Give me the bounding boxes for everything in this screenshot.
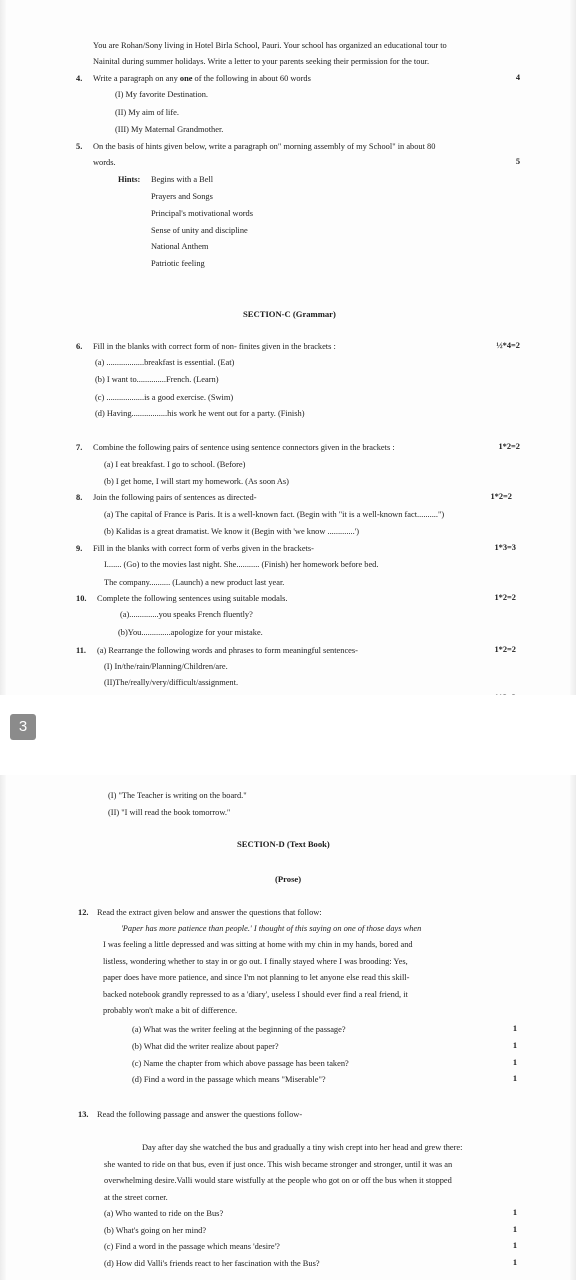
q8-item: (a) The capital of France is Paris. It is a well-known fact. (Begin with "it is a well-known fact..........") — [104, 510, 445, 519]
q12-marks: 1 — [512, 1074, 517, 1083]
q12-passage-line: paper does have more patience, and since I'm not planning to let anyone else read this skill- — [103, 973, 410, 982]
prose-heading: (Prose) — [275, 874, 302, 884]
q13-question: (c) Find a word in the passage which means 'desire'? — [104, 1242, 280, 1251]
q12-passage-line: I was feeling a little depressed and was sitting at home with my chin in my hands, bored and — [103, 940, 413, 949]
q4-marks: 4 — [515, 73, 520, 82]
q10-item: (b)You..............apologize for your mistake. — [118, 628, 263, 637]
hints-label: Hints: — [118, 175, 141, 184]
q7-number: 7. — [76, 443, 83, 452]
q13-question: (a) Who wanted to ride on the Bus? — [104, 1209, 224, 1218]
q6-marks: ½*4=2 — [496, 341, 520, 350]
q4-text-a: Write a paragraph on any — [93, 74, 180, 83]
q8-number: 8. — [76, 493, 83, 502]
page-number-badge: 3 — [10, 714, 36, 740]
q5-marks: 5 — [515, 157, 520, 166]
q4-text — [93, 73, 311, 84]
q13-marks: 1 — [512, 1225, 517, 1234]
q10-text: Complete the following sentences using suitable modals. — [97, 594, 288, 603]
q10-number: 10. — [76, 594, 87, 603]
q12-marks: 1 — [512, 1024, 517, 1033]
q12-number: 12. — [78, 908, 89, 917]
page-edge-right — [570, 0, 576, 695]
q9-text: Fill in the blanks with correct form of verbs given in the brackets- — [93, 544, 314, 553]
q6-text: Fill in the blanks with correct form of non- finites given in the brackets : — [93, 342, 336, 351]
q12-text: Read the extract given below and answer the questions that follow: — [97, 908, 322, 917]
q5-line-2: words. — [93, 158, 116, 167]
q13-passage-line: she wanted to ride on that bus, even if just once. This wish became stronger and stronger, until it was an — [104, 1160, 453, 1169]
hint-item: Principal's motivational words — [151, 209, 253, 218]
intro-line-2: Nainital during summer holidays. Write a letter to your parents seeking their permission for the tour. — [93, 57, 430, 66]
page-edge-left — [0, 0, 6, 695]
q12-passage-line: probably won't make a bit of difference. — [103, 1006, 238, 1015]
q11-text: (a) Rearrange the following words and phrases to form meaningful sentences- — [97, 646, 358, 655]
q13-passage-line: Day after day she watched the bus and gradually a tiny wish crept into her head and grew there: — [142, 1143, 463, 1152]
q11-item: (II)The/really/very/difficult/assignment. — [104, 678, 239, 687]
q11-number: 11. — [76, 646, 87, 655]
q12-question: (b) What did the writer realize about paper? — [132, 1042, 279, 1051]
q7-marks: 1*2=2 — [498, 442, 520, 451]
q6-item: (c) ..................is a good exercise. (Swim) — [95, 393, 234, 402]
hint-item: Sense of unity and discipline — [151, 226, 248, 235]
q13-passage-line: overwhelming desire.Valli would stare wistfully at the people who got on or off the bus when it stopped — [104, 1176, 452, 1185]
q13-marks: 1 — [512, 1258, 517, 1267]
q13-passage-line: at the street corner. — [104, 1193, 168, 1202]
q13-question: (d) How did Valli's friends react to her fascination with the Bus? — [104, 1259, 320, 1268]
hint-item: Patriotic feeling — [151, 259, 205, 268]
q6-item: (a) ..................breakfast is essential. (Eat) — [95, 358, 235, 367]
q4-option: (II) My aim of life. — [115, 108, 179, 117]
q9-item: I....... (Go) to the movies last night. She........... (Finish) her homework before bed. — [104, 560, 379, 569]
passive-item: (I) "The Teacher is writing on the board." — [108, 791, 247, 800]
q6-number: 6. — [76, 342, 83, 351]
section-c-heading: SECTION-C (Grammar) — [243, 309, 336, 319]
q12-passage-line: backed notebook grandly repressed to as a 'diary', useless I should ever find a real friend, it — [103, 990, 408, 999]
q4-text-b: one — [179, 74, 193, 83]
q4-option: (I) My favorite Destination. — [115, 90, 209, 99]
intro-line-1: You are Rohan/Sony living in Hotel Birla School, Pauri. Your school has organized an educational tour to — [93, 41, 447, 50]
hint-item: Begins with a Bell — [151, 175, 214, 184]
q10-item: (a)..............you speaks French fluently? — [120, 610, 253, 619]
q10-marks: 1*2=2 — [494, 593, 516, 602]
q13-text: Read the following passage and answer the questions follow- — [97, 1110, 303, 1119]
q12-marks: 1 — [512, 1058, 517, 1067]
q12-question: (d) Find a word in the passage which means "Miserable"? — [132, 1075, 326, 1084]
page-gap — [0, 695, 576, 775]
q9-item: The company.......... (Launch) a new product last year. — [104, 578, 285, 587]
q8-text: Join the following pairs of sentences as directed- — [93, 493, 257, 502]
q7-item: (a) I eat breakfast. I go to school. (Before) — [104, 460, 246, 469]
q12-question: (c) Name the chapter from which above passage has been taken? — [132, 1059, 349, 1068]
hint-item: National Anthem — [151, 242, 209, 251]
q7-text: Combine the following pairs of sentence using sentence connectors given in the brackets : — [93, 443, 395, 452]
section-d-heading: SECTION-D (Text Book) — [237, 839, 330, 849]
q12-marks: 1 — [512, 1041, 517, 1050]
q6-item: (b) I want to..............French. (Learn) — [95, 375, 219, 384]
q13-number: 13. — [78, 1110, 89, 1119]
q9-marks: 1*3=3 — [494, 543, 516, 552]
page-edge-left — [0, 775, 6, 1280]
q12-question: (a) What was the writer feeling at the beginning of the passage? — [132, 1025, 346, 1034]
q6-item: (d) Having.................his work he went out for a party. (Finish) — [95, 409, 305, 418]
q4-option: (III) My Maternal Grandmother. — [115, 125, 224, 134]
q9-number: 9. — [76, 544, 83, 553]
q12-passage-line: listless, wondering whether to stay in or go out. I finally stayed where I was brooding: Yes, — [103, 957, 408, 966]
q13-question: (b) What's going on her mind? — [104, 1226, 207, 1235]
passive-item: (II) "I will read the book tomorrow." — [108, 808, 231, 817]
q13-marks: 1 — [512, 1241, 517, 1250]
q13-marks: 1 — [512, 1208, 517, 1217]
q4-text-c: of the following in about 60 words — [192, 74, 311, 83]
q8-marks: 1*2=2 — [490, 492, 512, 501]
q5-number: 5. — [76, 142, 83, 151]
q11-item: (I) In/the/rain/Planning/Children/are. — [104, 662, 228, 671]
hint-item: Prayers and Songs — [151, 192, 213, 201]
q8-item: (b) Kalidas is a great dramatist. We know it (Begin with 'we know .............') — [104, 527, 360, 536]
q5-line-1: On the basis of hints given below, write a paragraph on" morning assembly of my School" in about 80 — [93, 142, 436, 151]
q7-item: (b) I get home, I will start my homework. (As soon As) — [104, 477, 289, 486]
q4-number: 4. — [76, 74, 83, 83]
document-page-2 — [0, 775, 576, 1280]
q11-marks-a: 1*2=2 — [494, 645, 516, 654]
page-edge-right — [570, 775, 576, 1280]
q12-passage-line: 'Paper has more patience than people.' I thought of this saying on one of those days when — [121, 924, 422, 933]
